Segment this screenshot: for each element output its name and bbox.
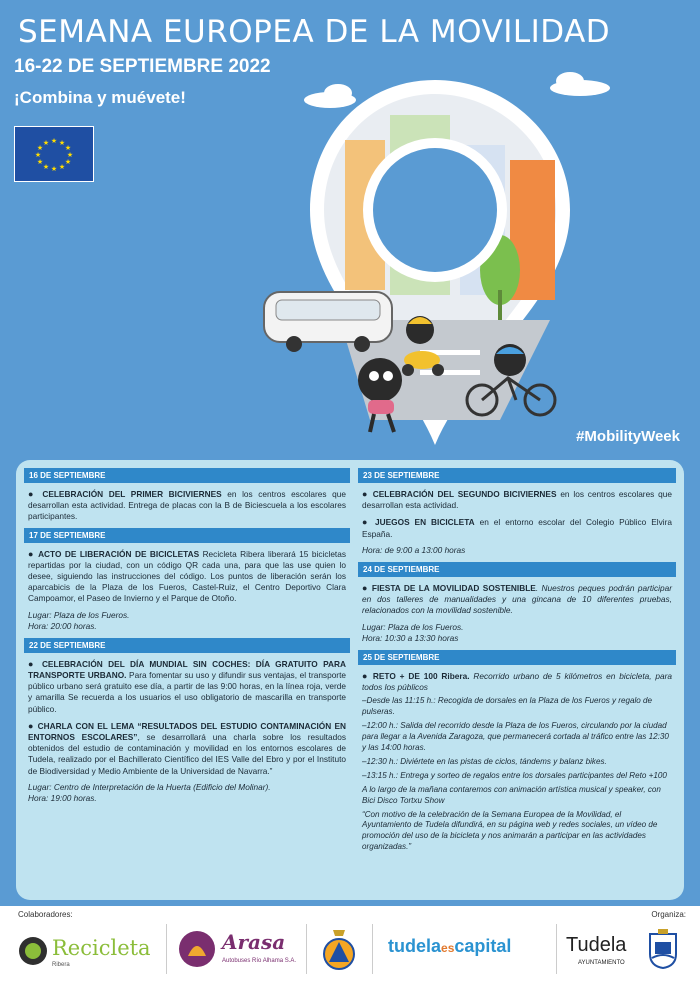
mascot-icon — [358, 358, 402, 432]
collaborators-label: Colaboradores: — [18, 910, 73, 919]
event-text: Recicleta Ribera liberará 15 bicicletas repartidas por la ciudad, con un código QR cada una, para que las use quien lo desee, siguiendo las instrucciones del código. Los puntos de liberación serán los aparcabicis de la Plaza de los Fueros, Castel-Ruiz, el Centro Deportivo Clara Campoamor, el Paseo de Invierno y el Parque de Otoño. — [28, 548, 346, 604]
recicleta-icon — [18, 936, 48, 966]
recicleta-name: Recicleta — [52, 936, 151, 960]
day-24 — [358, 562, 676, 644]
divider — [372, 924, 373, 974]
logo-part: tudela — [388, 936, 442, 956]
divider — [306, 924, 307, 974]
divider — [556, 924, 557, 974]
day-header: 23 DE SEPTIEMBRE — [358, 468, 676, 483]
event-title: FIESTA DE LA MOVILIDAD SOSTENIBLE — [371, 582, 536, 593]
day-header: 17 DE SEPTIEMBRE — [24, 528, 350, 543]
arasa-name: Arasa — [222, 930, 286, 954]
svg-text:★: ★ — [50, 165, 58, 173]
day-23 — [358, 468, 676, 556]
event-place: Lugar: Centro de Interpretación de la Huerta (Edificio del Molinar). — [28, 781, 271, 792]
schedule-line: –Desde las 11:15 h.: Recogida de dorsales en la Plaza de los Fueros y regalo de pulseras. — [362, 696, 653, 717]
schedule-line: –12:30 h.: Diviértete en las pistas de ciclos, tándems y balanz bikes. — [362, 756, 607, 766]
event-text: . Nuestros peques podrán participar en dos talleres de manualidades y una gincana de 10 diferentes pruebas, relacionados con la movilidad sostenible. — [362, 582, 672, 616]
svg-text:★: ★ — [58, 139, 66, 147]
svg-text:★: ★ — [50, 137, 58, 145]
event-text: Para fomentar su uso y difundir sus ventajas, el transporte público urbano será gratuito ese día, a partir de las 9:00 horas, en la línea roja, verde y amarilla Se recuerda a los usuarios el uso obligatorio de mascarilla en transporte público. — [28, 670, 346, 714]
tudela-coat-of-arms-icon — [646, 928, 680, 970]
footer — [0, 906, 700, 986]
arasa-icon — [178, 930, 216, 968]
arasa-logo — [178, 928, 298, 974]
logo-part: es — [441, 941, 455, 955]
event-item — [362, 488, 672, 511]
divider — [166, 924, 167, 974]
svg-text:★: ★ — [64, 158, 72, 166]
event-item — [28, 548, 346, 605]
event-dates: 16-22 DE SEPTIEMBRE 2022 — [14, 56, 271, 77]
event-time: Hora: 20:00 horas. — [28, 620, 97, 631]
bullet-icon: ● — [28, 720, 35, 731]
schedule-line: A lo largo de la mañana contaremos con animación artística musical y speaker, con Bici Disco Tortxu Show — [362, 784, 661, 805]
svg-text:★: ★ — [64, 144, 72, 152]
tudela-es-capital-logo — [388, 936, 511, 957]
event-item — [28, 720, 346, 777]
day-header: 25 DE SEPTIEMBRE — [358, 650, 676, 665]
event-item — [28, 488, 346, 523]
event-time: Hora: 19:00 horas. — [28, 792, 97, 803]
event-title: ACTO DE LIBERACIÓN DE BICICLETAS — [38, 548, 200, 559]
eu-flag-icon — [14, 126, 94, 182]
civil-protection-icon — [322, 928, 356, 972]
event-text: en los centros escolares que desarrollan esta actividad. Entrega de placas con la B de Biciescuela a los escolares participantes. — [28, 489, 347, 522]
event-text: Recorrido urbano de 5 kilómetros en bicicleta, para todos los públicos — [362, 670, 673, 693]
svg-text:★: ★ — [42, 139, 50, 147]
schedule-line: “Con motivo de la celebración de la Semana Europea de la Movilidad, el Ayuntamiento de Tudela difundirá, en su página web y redes sociales, un vídeo de promoción del uso de la bicicleta y nos animarán a participar en las actividades organizadas.” — [362, 809, 658, 852]
event-item — [362, 516, 672, 539]
bullet-icon: ● — [362, 517, 371, 528]
day-25 — [358, 650, 676, 853]
svg-text:★: ★ — [66, 151, 74, 159]
event-time: Hora: 10:30 a 13:30 horas — [362, 632, 459, 643]
bullet-icon: ● — [362, 670, 369, 681]
recicleta-sub: Ribera — [52, 962, 70, 968]
recicleta-logo — [18, 934, 158, 974]
arasa-sub: Autobuses Río Alhama S.A. — [222, 958, 297, 964]
event-title: CELEBRACIÓN DEL PRIMER BICIVIERNES — [42, 489, 222, 499]
event-text: en los centros escolares que desarrollan esta actividad. — [362, 489, 672, 511]
tudela-ayuntamiento-logo — [566, 932, 638, 976]
event-title: CELEBRACIÓN DEL DÍA MUNDIAL SIN COCHES: DÍA GRATUITO PARA TRANSPORTE URBANO. — [28, 658, 346, 681]
schedule-line: –13:15 h.: Entrega y sorteo de regalos entre los dorsales participantes del Reto +100 — [362, 770, 667, 780]
day-22 — [24, 638, 350, 804]
bullet-icon: ● — [362, 582, 369, 593]
day-header: 22 DE SEPTIEMBRE — [24, 638, 350, 653]
event-time: Hora: de 9:00 a 13:00 horas — [362, 544, 466, 555]
day-17 — [24, 528, 350, 632]
program-panel — [16, 460, 684, 900]
page-title: SEMANA EUROPEA DE LA MOVILIDAD — [18, 14, 611, 50]
bullet-icon: ● — [28, 548, 35, 559]
bullet-icon: ● — [28, 489, 37, 499]
hashtag: #MobilityWeek — [576, 428, 680, 445]
event-item — [362, 582, 672, 617]
event-title: CELEBRACIÓN DEL SEGUNDO BICIVIERNES — [372, 489, 557, 499]
svg-text:★: ★ — [58, 163, 66, 171]
logo-part: capital — [454, 936, 512, 956]
svg-text:★: ★ — [36, 158, 44, 166]
day-16 — [24, 468, 350, 523]
event-text: , se desarrollará una charla sobre los resultados obtenidos del estudio de contaminación y movilidad en los entornos escolares de Tudela, realizado por el Bachillerato Científico del IES Valle del Ebro y por el Instituto de Biodiversidad y Medio Ambiente de la Universidad de Navarra.” — [28, 732, 346, 776]
event-item — [362, 670, 672, 693]
bus-icon — [264, 292, 392, 352]
ayuntamiento-label: AYUNTAMIENTO — [578, 960, 625, 966]
bullet-icon: ● — [362, 489, 369, 499]
program-column-right — [358, 468, 676, 857]
tagline: ¡Combina y muévete! — [14, 88, 186, 107]
event-item — [28, 658, 346, 715]
event-title: CHARLA CON EL LEMA “RESULTADOS DEL ESTUDIO CONTAMINACIÓN EN ENTORNOS ESCOLARES” — [28, 720, 347, 742]
svg-text:★: ★ — [34, 151, 42, 159]
event-text: en el entorno escolar del Colegio Público Elvira España. — [362, 517, 672, 539]
event-place: Lugar: Plaza de los Fueros. — [362, 621, 464, 632]
day-header: 16 DE SEPTIEMBRE — [24, 468, 350, 483]
organizer-label: Organiza: — [651, 910, 686, 919]
svg-text:★: ★ — [42, 163, 50, 171]
event-title: JUEGOS EN BICICLETA — [375, 517, 475, 528]
event-place: Lugar: Plaza de los Fueros. — [28, 609, 130, 620]
bullet-icon: ● — [28, 658, 37, 669]
schedule-line: –12:00 h.: Salida del recorrido desde la Plaza de los Fueros, circulando por la ciudad para llegar a la Avenida Zaragoza, que permanecerá cortada al tráfico entre las 12:30 y las 14:00 horas. — [362, 721, 669, 752]
map-pin-icon — [310, 80, 570, 445]
mobility-illustration — [250, 60, 630, 450]
program-column-left — [24, 468, 350, 808]
svg-text:★: ★ — [36, 144, 44, 152]
day-header: 24 DE SEPTIEMBRE — [358, 562, 676, 577]
event-title: RETO + DE 100 Ribera. — [372, 670, 470, 681]
tudela-name: Tudela — [566, 934, 627, 956]
